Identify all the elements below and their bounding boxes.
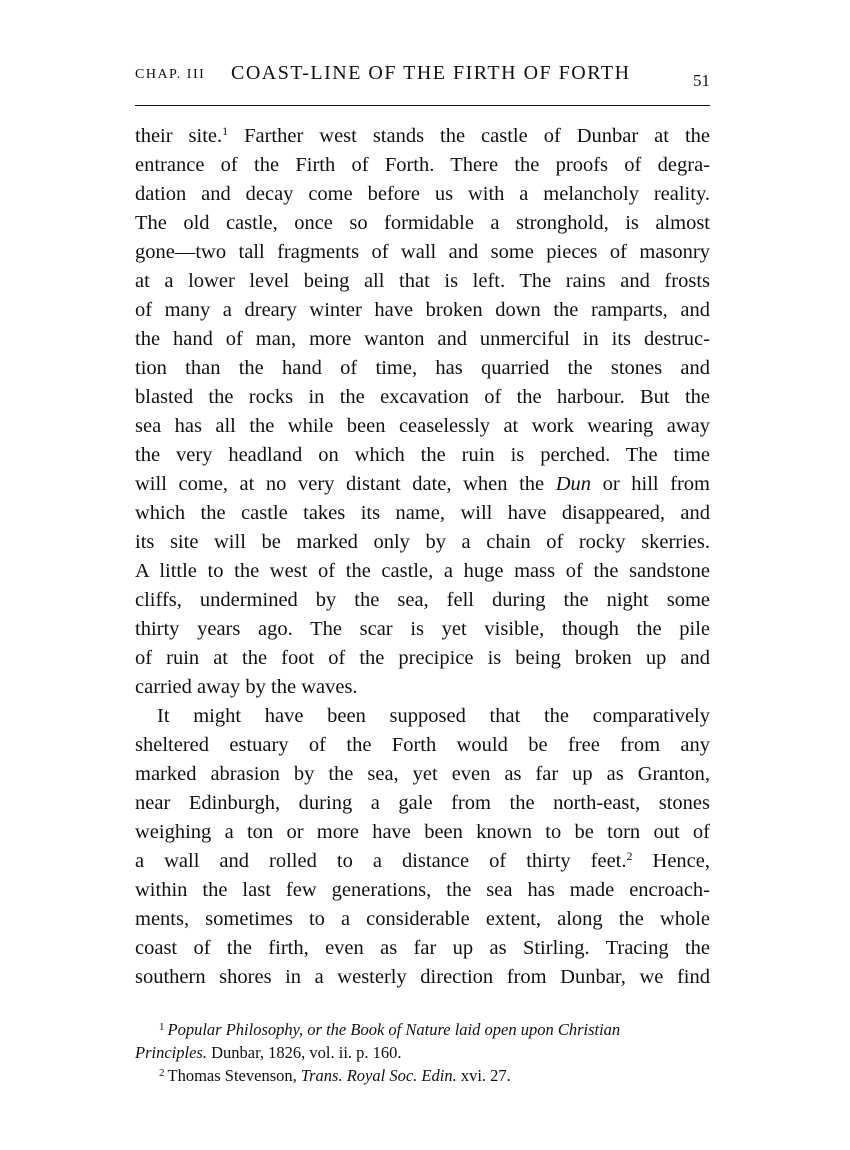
text-line: It might have been supposed that the comparatively (157, 705, 710, 727)
page-number: 51 (693, 71, 710, 90)
text-line: near Edinburgh, during a gale from the north-east, stones (135, 792, 710, 814)
text-line: tion than the hand of time, has quarried the stones and (135, 357, 710, 379)
text-line: weighing a ton or more have been known to be torn out of (135, 821, 710, 843)
italic-word: Dun (555, 473, 592, 495)
text-line: its site will be marked only by a chain of rocky skerries. (135, 531, 710, 553)
running-head-chapter: CHAP. III (135, 67, 206, 82)
text-line: at a lower level being all that is left. The rains and frosts (135, 270, 710, 292)
footnotes (135, 1018, 710, 1087)
text-line: The old castle, once so formidable a stronghold, is almost (135, 212, 710, 234)
text-line: entrance of the Firth of Forth. There the proofs of degra- (135, 154, 710, 176)
text-line: blasted the rocks in the excavation of the harbour. But the (135, 386, 710, 408)
text-line: the hand of man, more wanton and unmerciful in its destruc- (135, 328, 710, 350)
footnote-2: $^2$ Thomas Stevenson, Trans. Royal Soc. Edin. xvi. 27. (159, 1066, 511, 1085)
footnote-ref: 1 (222, 124, 229, 138)
footnote-1-cont: Principles. Dunbar, 1826, vol. ii. p. 160. (135, 1043, 402, 1062)
text-line: cliffs, undermined by the sea, fell during the night some (135, 589, 710, 611)
text-line: of many a dreary winter have broken down the ramparts, and (135, 299, 710, 321)
text-line: coast of the firth, even as far up as Stirling. Tracing the (135, 937, 710, 959)
text-line: sea has all the while been ceaselessly at work wearing away (135, 415, 710, 437)
text-line: will come, at no very distant date, when the Dun or hill from (135, 473, 711, 495)
text-line: sheltered estuary of the Forth would be free from any (135, 734, 710, 756)
body-text (135, 122, 710, 992)
running-head-title: COAST-LINE OF THE FIRTH OF FORTH (231, 62, 631, 84)
footnote-1: $^1$ Popular Philosophy, or the Book of Nature laid open upon Christian (159, 1020, 621, 1039)
text-line: within the last few generations, the sea has made encroach- (135, 879, 710, 901)
text-line: gone—two tall fragments of wall and some pieces of masonry (135, 241, 710, 263)
text-line: carried away by the waves. (135, 676, 358, 698)
text-line: thirty years ago. The scar is yet visible, though the pile (135, 618, 710, 640)
text-line: the very headland on which the ruin is perched. The time (135, 444, 710, 466)
text-line: of ruin at the foot of the precipice is being broken up and (135, 647, 710, 669)
text-line: A little to the west of the castle, a huge mass of the sandstone (135, 560, 710, 582)
text-line: ments, sometimes to a considerable extent, along the whole (135, 908, 710, 930)
text-line: dation and decay come before us with a melancholy reality. (135, 183, 710, 205)
footnote-ref: 2 (626, 849, 633, 863)
text-line: which the castle takes its name, will have disappeared, and (135, 502, 710, 524)
text-line: their site.$^1$ Farther west stands the castle of Dunbar at the (135, 124, 710, 147)
text-line: southern shores in a westerly direction from Dunbar, we find (135, 966, 710, 988)
header-rule (135, 105, 710, 106)
text-line: a wall and rolled to a distance of thirty feet.$^2$ Hence, (135, 849, 710, 872)
running-head (135, 62, 710, 92)
text-line: marked abrasion by the sea, yet even as far up as Granton, (135, 763, 710, 785)
